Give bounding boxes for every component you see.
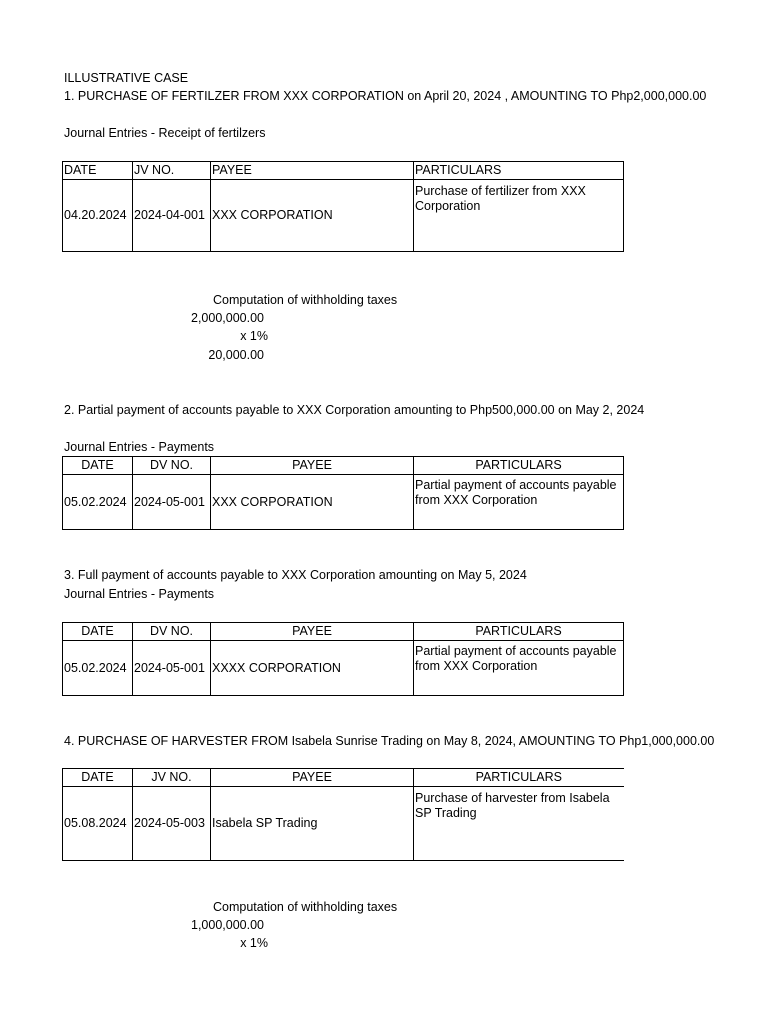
case1-computation-amount: 2,000,000.00 <box>191 311 264 325</box>
cell-payee: XXXX CORPORATION <box>211 641 414 696</box>
header-date: DATE <box>63 623 133 641</box>
header-payee: PAYEE <box>211 162 414 180</box>
case4-computation-title: Computation of withholding taxes <box>213 900 398 914</box>
header-jv-no: JV NO. <box>133 162 211 180</box>
cell-particulars: Partial payment of accounts payable from XXX Corporation <box>414 641 624 696</box>
document-heading: ILLUSTRATIVE CASE <box>64 71 189 85</box>
table-row <box>63 180 624 252</box>
case1-computation-rate: x 1% <box>240 329 268 343</box>
header-particulars: PARTICULARS <box>414 623 624 641</box>
cell-dv-no: 2024-05-001 <box>133 641 211 696</box>
cell-date: 05.02.2024 <box>63 641 133 696</box>
header-date: DATE <box>63 769 133 787</box>
case4-journal-table <box>62 768 624 861</box>
case4-computation-rate: x 1% <box>240 936 268 950</box>
cell-payee: XXX CORPORATION <box>211 180 414 252</box>
case2-title: 2. Partial payment of accounts payable to XXX Corporation amounting to Php500,000.00 on May 2, 2024 <box>64 403 645 417</box>
table-row <box>63 641 624 696</box>
cell-payee: XXX CORPORATION <box>211 475 414 530</box>
case1-subtitle: Journal Entries - Receipt of fertilzers <box>64 126 266 140</box>
cell-particulars: Partial payment of accounts payable from XXX Corporation <box>414 475 624 530</box>
cell-date: 05.08.2024 <box>63 787 133 861</box>
case1-journal-table <box>62 161 624 252</box>
case1-computation-title: Computation of withholding taxes <box>213 293 398 307</box>
header-date: DATE <box>63 457 133 475</box>
case2-journal-table <box>62 456 624 530</box>
case3-journal-table <box>62 622 624 696</box>
header-date: DATE <box>63 162 133 180</box>
cell-payee: Isabela SP Trading <box>211 787 414 861</box>
cell-jv-no: 2024-05-003 <box>133 787 211 861</box>
header-payee: PAYEE <box>211 623 414 641</box>
cell-date: 05.02.2024 <box>63 475 133 530</box>
cell-jv-no: 2024-04-001 <box>133 180 211 252</box>
case1-computation-result: 20,000.00 <box>208 348 264 362</box>
case1-title: 1. PURCHASE OF FERTILZER FROM XXX CORPORATION on April 20, 2024 , AMOUNTING TO Php2,000,000.00 <box>64 89 707 103</box>
case2-subtitle: Journal Entries - Payments <box>64 440 215 454</box>
table-row <box>63 475 624 530</box>
header-dv-no: DV NO. <box>133 457 211 475</box>
table-header-row <box>63 623 624 641</box>
header-particulars: PARTICULARS <box>414 769 624 787</box>
cell-particulars: Purchase of fertilizer from XXX Corporation <box>414 180 624 252</box>
table-row <box>63 787 624 861</box>
case4-title: 4. PURCHASE OF HARVESTER FROM Isabela Sunrise Trading on May 8, 2024, AMOUNTING TO Php1,000,000.00 <box>64 734 715 748</box>
header-payee: PAYEE <box>211 769 414 787</box>
table-header-row <box>63 769 624 787</box>
header-payee: PAYEE <box>211 457 414 475</box>
header-jv-no: JV NO. <box>133 769 211 787</box>
cell-date: 04.20.2024 <box>63 180 133 252</box>
case3-title: 3. Full payment of accounts payable to XXX Corporation amounting on May 5, 2024 <box>64 568 527 582</box>
table-header-row <box>63 162 624 180</box>
cell-particulars: Purchase of harvester from Isabela SP Trading <box>414 787 624 861</box>
cell-dv-no: 2024-05-001 <box>133 475 211 530</box>
table-header-row <box>63 457 624 475</box>
header-particulars: PARTICULARS <box>414 457 624 475</box>
case3-subtitle: Journal Entries - Payments <box>64 587 215 601</box>
header-dv-no: DV NO. <box>133 623 211 641</box>
header-particulars: PARTICULARS <box>414 162 624 180</box>
case4-computation-amount: 1,000,000.00 <box>191 918 264 932</box>
